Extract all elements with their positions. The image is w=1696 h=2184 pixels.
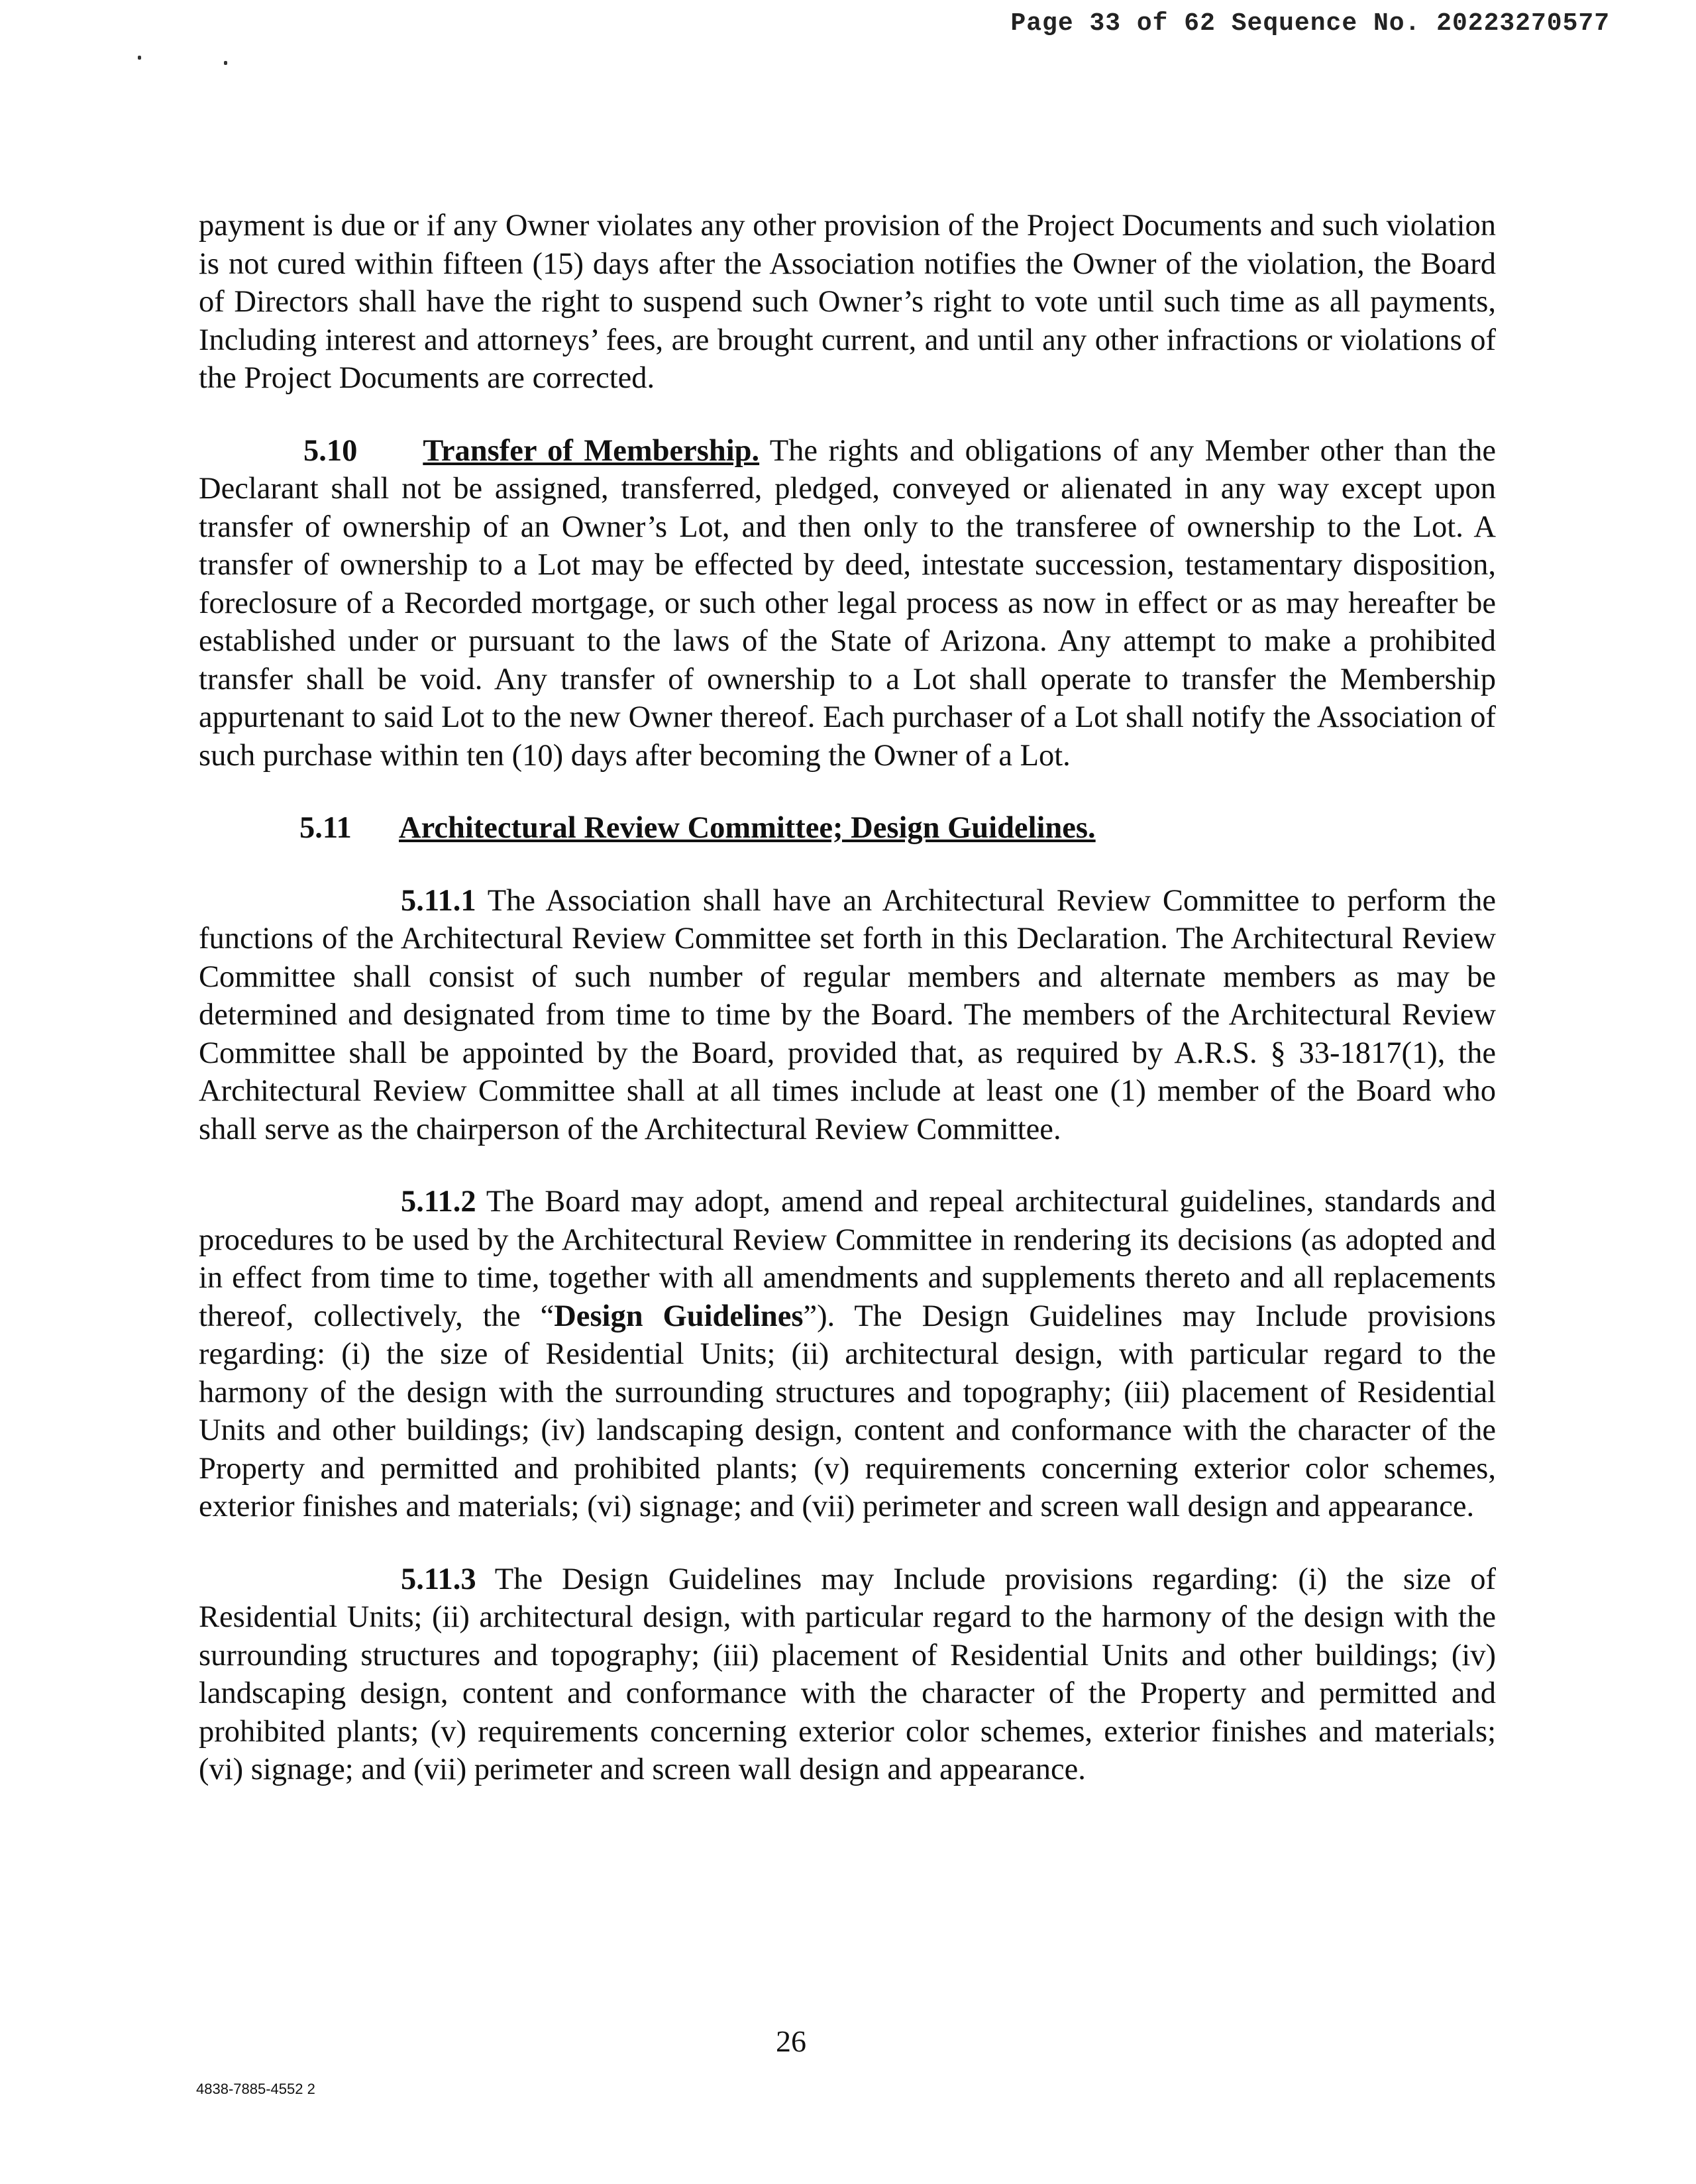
- scan-speck: [138, 56, 141, 60]
- section-title: Architectural Review Committee; Design Guidelines.: [399, 811, 1096, 845]
- defined-term: Design Guidelines: [554, 1299, 804, 1333]
- section-number: 5.11: [299, 811, 352, 845]
- paragraph-continuation: payment is due or if any Owner violates any other provision of the Project Documents and such violation is not cured within fifteen (15) days after the Association notifies the Owner of the violation, the Board of Directors shall have the right to suspend such Owner’s right to vote until such time as all payments, Including interest and attorneys’ fees, are brought current, and until any other infractions or violations of the Project Documents are corrected.: [199, 209, 1496, 395]
- page-number: 26: [776, 2024, 806, 2058]
- section-5-11-heading: [199, 809, 1496, 847]
- subsection-text: The Board may adopt, amend and repeal architectural guidelines, standards and procedures to be used by the Architectural Review Committee in rendering its decisions (as adopted and in effect from time to time, together with all amendments and supplements thereto and all replacements thereof, collectively, the “: [199, 1185, 1496, 1333]
- document-id: 4838-7885-4552 2: [196, 2081, 315, 2097]
- document-body: [199, 207, 1496, 1824]
- section-5-11-2: [199, 1183, 1496, 1526]
- section-5-11-1: [199, 882, 1496, 1149]
- subsection-text-continued: ”). The Design Guidelines may Include provisions regarding: (i) the size of Residential Units; (ii) architectural design, with particular regard to the harmony of the design with the surrounding structures and topography; (iii) placement of Residential Units and other buildings; (iv) landscaping design, content and conformance with the character of the Property and permitted and prohibited plants; (v) requirements concerning exterior color schemes, exterior finishes and materials; (vi) signage; and (vii) perimeter and screen wall design and appearance.: [199, 1299, 1497, 1523]
- section-text: The rights and obligations of any Member other than the Declarant shall not be assigned, transferred, pledged, conveyed or alienated in any way except upon transfer of ownership of an Owner’s Lot, and then only to the transferee of ownership to the Lot. A transfer of ownership to a Lot may be effected by deed, intestate succession, testamentary disposition, foreclosure of a Recorded mortgage, or such other legal process as now in effect or as may hereafter be established under or pursuant to the laws of the State of Arizona. Any attempt to make a prohibited transfer shall be void. Any transfer of ownership to a Lot shall operate to transfer the Membership appurtenant to said Lot to the new Owner thereof. Each purchaser of a Lot shall notify the Association of such purchase within ten (10) days after becoming the Owner of a Lot.: [199, 433, 1496, 773]
- subsection-number: 5.11.1: [401, 883, 476, 918]
- section-number: 5.10: [303, 433, 358, 468]
- subsection-number: 5.11.2: [401, 1185, 476, 1219]
- page-sequence-header: Page 33 of 62 Sequence No. 20223270577: [1010, 9, 1610, 38]
- section-5-10: [199, 432, 1496, 775]
- section-5-11-3: [199, 1560, 1496, 1789]
- subsection-number: 5.11.3: [401, 1562, 476, 1596]
- subsection-text: The Design Guidelines may Include provisions regarding: (i) the size of Residential Units; (ii) architectural design, with particular regard to the harmony of the design with the surrounding structures and topography; (iii) placement of Residential Units and other buildings; (iv) landscaping design, content and conformance with the character of the Property and permitted and prohibited plants; (v) requirements concerning exterior color schemes, exterior finishes and materials; (vi) signage; and (vii) perimeter and screen wall design and appearance.: [199, 1562, 1496, 1786]
- section-title: Transfer of Membership.: [423, 433, 760, 468]
- subsection-text: The Association shall have an Architectural Review Committee to perform the functions of the Architectural Review Committee set forth in this Declaration. The Architectural Review Committee shall consist of such number of regular members and alternate members as may be determined and designated from time to time by the Board. The members of the Architectural Review Committee shall be appointed by the Board, provided that, as required by A.R.S. § 33-1817(1), the Architectural Review Committee shall at all times include at least one (1) member of the Board who shall serve as the chairperson of the Architectural Review Committee.: [199, 883, 1496, 1146]
- scan-speck: [224, 61, 227, 65]
